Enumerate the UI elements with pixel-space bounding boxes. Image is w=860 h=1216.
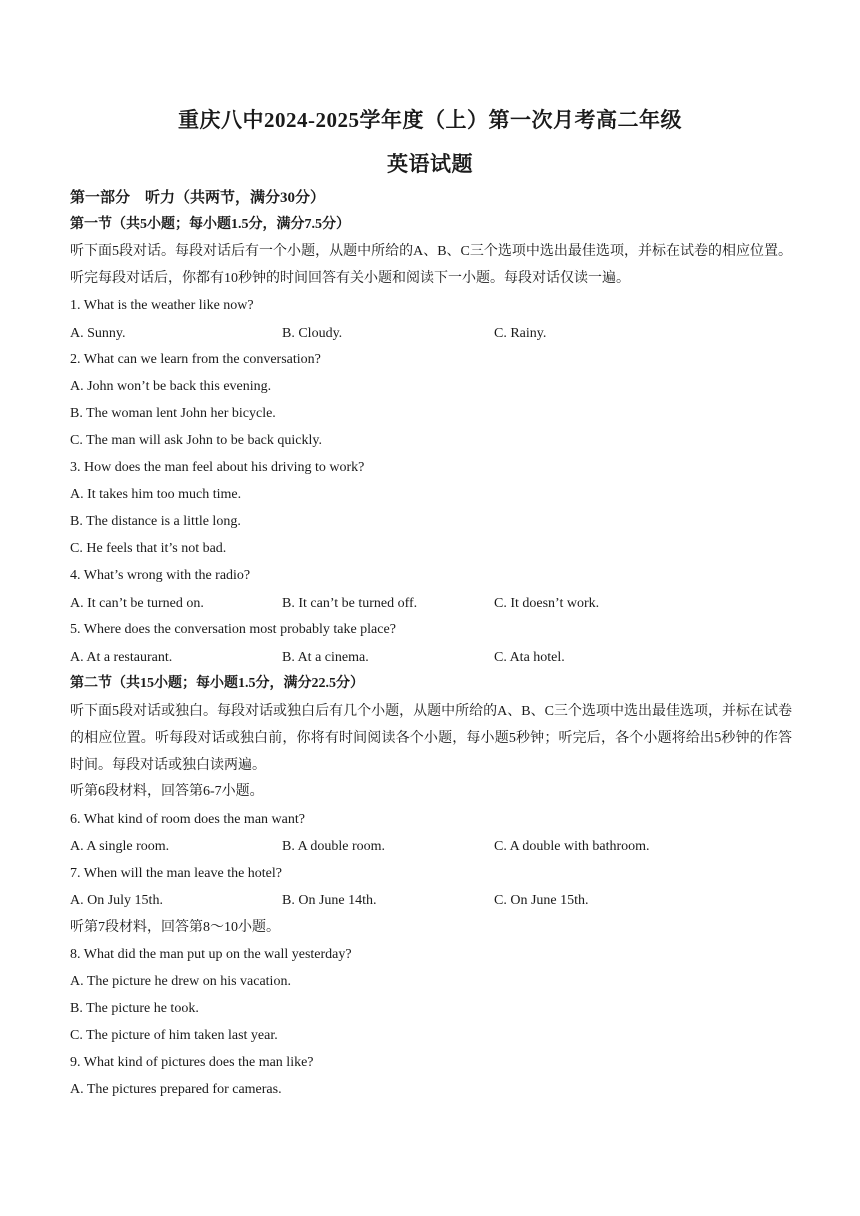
question-2-option-b: B. The woman lent John her bicycle. bbox=[70, 406, 276, 421]
exam-title: 重庆八中2024-2025学年度（上）第一次月考高二年级 bbox=[178, 108, 682, 132]
question-8-option-a: A. The picture he drew on his vacation. bbox=[70, 974, 291, 989]
question-3-option-c: C. He feels that it’s not bad. bbox=[70, 541, 227, 556]
question-2-option-a: A. John won’t be back this evening. bbox=[70, 379, 272, 394]
part1-heading: 第一部分 听力（共两节，满分30分） bbox=[70, 190, 326, 206]
question-3-stem: 3. How does the man feel about his driving to work? bbox=[70, 460, 365, 475]
text7-intro: 听第7段材料，回答第8～10小题。 bbox=[70, 920, 280, 935]
question-7-option-a: A. On July 15th. bbox=[70, 893, 163, 908]
question-1-option-c: C. Rainy. bbox=[494, 326, 547, 341]
question-8-option-b: B. The picture he took. bbox=[70, 1001, 199, 1016]
question-5-option-b: B. At a cinema. bbox=[282, 650, 369, 665]
question-4-option-a: A. It can’t be turned on. bbox=[70, 596, 204, 611]
text6-intro: 听第6段材料，回答第6-7小题。 bbox=[70, 784, 264, 799]
question-6-stem: 6. What kind of room does the man want? bbox=[70, 812, 305, 827]
question-8-stem: 8. What did the man put up on the wall yesterday? bbox=[70, 947, 352, 962]
question-2-stem: 2. What can we learn from the conversation? bbox=[70, 352, 321, 367]
question-4-stem: 4. What’s wrong with the radio? bbox=[70, 568, 251, 583]
question-8-option-c: C. The picture of him taken last year. bbox=[70, 1028, 278, 1043]
question-5-stem: 5. Where does the conversation most probably take place? bbox=[70, 622, 396, 637]
section2-instructions: 听下面5段对话或独白。每段对话或独白后有几个小题，从题中所给的A、B、C三个选项中选出最佳选项，并标在试卷的相应位置。听每段对话或独白前，你将有时间阅读各个小题，每小题5秒钟；听完后，各个小题将给出5秒钟的作答时间。每段对话或独白读两遍。 bbox=[70, 704, 792, 773]
section1-instructions: 听下面5段对话。每段对话后有一个小题，从题中所给的A、B、C三个选项中选出最佳选项，并标在试卷的相应位置。听完每段对话后，你都有10秒钟的时间回答有关小题和阅读下一小题。每段对话仅读一遍。 bbox=[70, 244, 792, 286]
question-4-option-b: B. It can’t be turned off. bbox=[282, 596, 418, 611]
question-7-option-c: C. On June 15th. bbox=[494, 893, 589, 908]
question-7-stem: 7. When will the man leave the hotel? bbox=[70, 866, 283, 881]
question-5-option-a: A. At a restaurant. bbox=[70, 650, 173, 665]
question-5-option-c: C. Ata hotel. bbox=[494, 650, 565, 665]
question-1-stem: 1. What is the weather like now? bbox=[70, 298, 254, 313]
question-9-option-a: A. The pictures prepared for cameras. bbox=[70, 1082, 282, 1097]
question-6-option-a: A. A single room. bbox=[70, 839, 170, 854]
question-1-option-a: A. Sunny. bbox=[70, 326, 126, 341]
question-6-option-c: C. A double with bathroom. bbox=[494, 839, 650, 854]
question-3-option-a: A. It takes him too much time. bbox=[70, 487, 242, 502]
question-7-option-b: B. On June 14th. bbox=[282, 893, 377, 908]
exam-subtitle: 英语试题 bbox=[387, 152, 473, 176]
question-9-stem: 9. What kind of pictures does the man like? bbox=[70, 1055, 314, 1070]
question-4-option-c: C. It doesn’t work. bbox=[494, 596, 600, 611]
question-3-option-b: B. The distance is a little long. bbox=[70, 514, 241, 529]
question-2-option-c: C. The man will ask John to be back quickly. bbox=[70, 433, 322, 448]
section1-heading: 第一节（共5小题；每小题1.5分，满分7.5分） bbox=[70, 217, 350, 232]
question-6-option-b: B. A double room. bbox=[282, 839, 386, 854]
question-1-option-b: B. Cloudy. bbox=[282, 326, 343, 341]
section2-heading: 第二节（共15小题；每小题1.5分，满分22.5分） bbox=[70, 676, 364, 691]
